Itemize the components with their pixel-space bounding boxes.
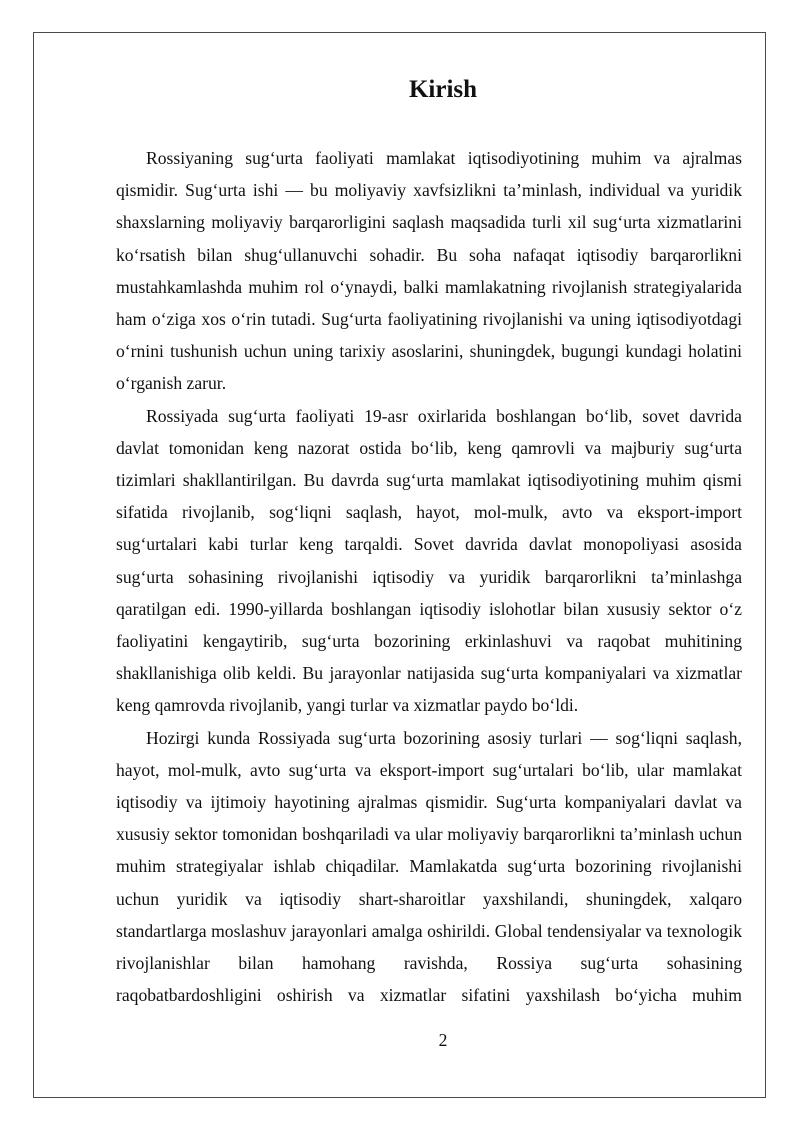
- page-number: 2: [438, 1030, 448, 1050]
- paragraph-2: Rossiyada sug‘urta faoliyati 19-asr oxirlarida boshlangan bo‘lib, sovet davrida davlat tomonidan keng nazorat ostida bo‘lib, keng qamrovli va majburiy sug‘urta tizimlari shakllantirilgan. Bu davrda sug‘urta mamlakat iqtisodiyotining muhim qismi sifatida rivojlanib, sog‘liqni saqlash, hayot, mol-mulk, avto va eksport-import sug‘urtalari kabi turlar keng tarqaldi. Sovet davrida davlat monopoliyasi asosida sug‘urta sohasining rivojlanishi iqtisodiy va yuridik barqarorlikni ta’minlashga qaratilgan edi. 1990-yillarda boshlangan iqtisodiy islohotlar bilan xususiy sektor o‘z faoliyatini kengaytirib, sug‘urta bozorining erkinlashuvi va raqobat muhitining shakllanishiga olib keldi. Bu jarayonlar natijasida sug‘urta kompaniyalari va xizmatlar keng qamrovda rivojlanib, yangi turlar va xizmatlar paydo bo‘ldi.: [116, 405, 742, 716]
- document-body: [116, 142, 742, 1011]
- paragraph-1: Rossiyaning sug‘urta faoliyati mamlakat iqtisodiyotining muhim va ajralmas qismidir. Sug‘urta ishi — bu moliyaviy xavfsizlikni ta’minlash, individual va yuridik shaxslarning moliyaviy barqarorligini saqlash maqsadida turli xil sug‘urta xizmatlarini ko‘rsatish bilan shug‘ullanuvchi sohadir. Bu soha nafaqat iqtisodiy barqarorlikni mustahkamlashda muhim rol o‘ynaydi, balki mamlakatning rivojlanish strategiyalarida ham o‘ziga xos o‘rin tutadi. Sug‘urta faoliyatining rivojlanishi va uning iqtisodiyotdagi o‘rnini tushunish uchun uning tarixiy asoslarini, shuningdek, bugungi kundagi holatini o‘rganish zarur.: [116, 148, 742, 394]
- paragraph-3: Hozirgi kunda Rossiyada sug‘urta bozorining asosiy turlari — sog‘liqni saqlash, hayot, mol-mulk, avto sug‘urta va eksport-import sug‘urtalari bo‘lib, ular mamlakat iqtisodiy va ijtimoiy hayotining ajralmas qismidir. Sug‘urta kompaniyalari davlat va xususiy sektor tomonidan boshqariladi va ular moliyaviy barqarorlikni ta’minlash uchun muhim strategiyalar ishlab chiqadilar. Mamlakatda sug‘urta bozorining rivojlanishi uchun yuridik va iqtisodiy shart-sharoitlar yaxshilandi, shuningdek, xalqaro standartlarga moslashuv jarayonlari amalga oshirildi. Global tendensiyalar va texnologik rivojlanishlar bilan hamohang ravishda, Rossiya sug‘urta sohasining raqobatbardoshligini oshirish va xizmatlar sifatini yaxshilash bo‘yicha muhim: [116, 727, 742, 1006]
- page-title: Kirish: [408, 76, 478, 103]
